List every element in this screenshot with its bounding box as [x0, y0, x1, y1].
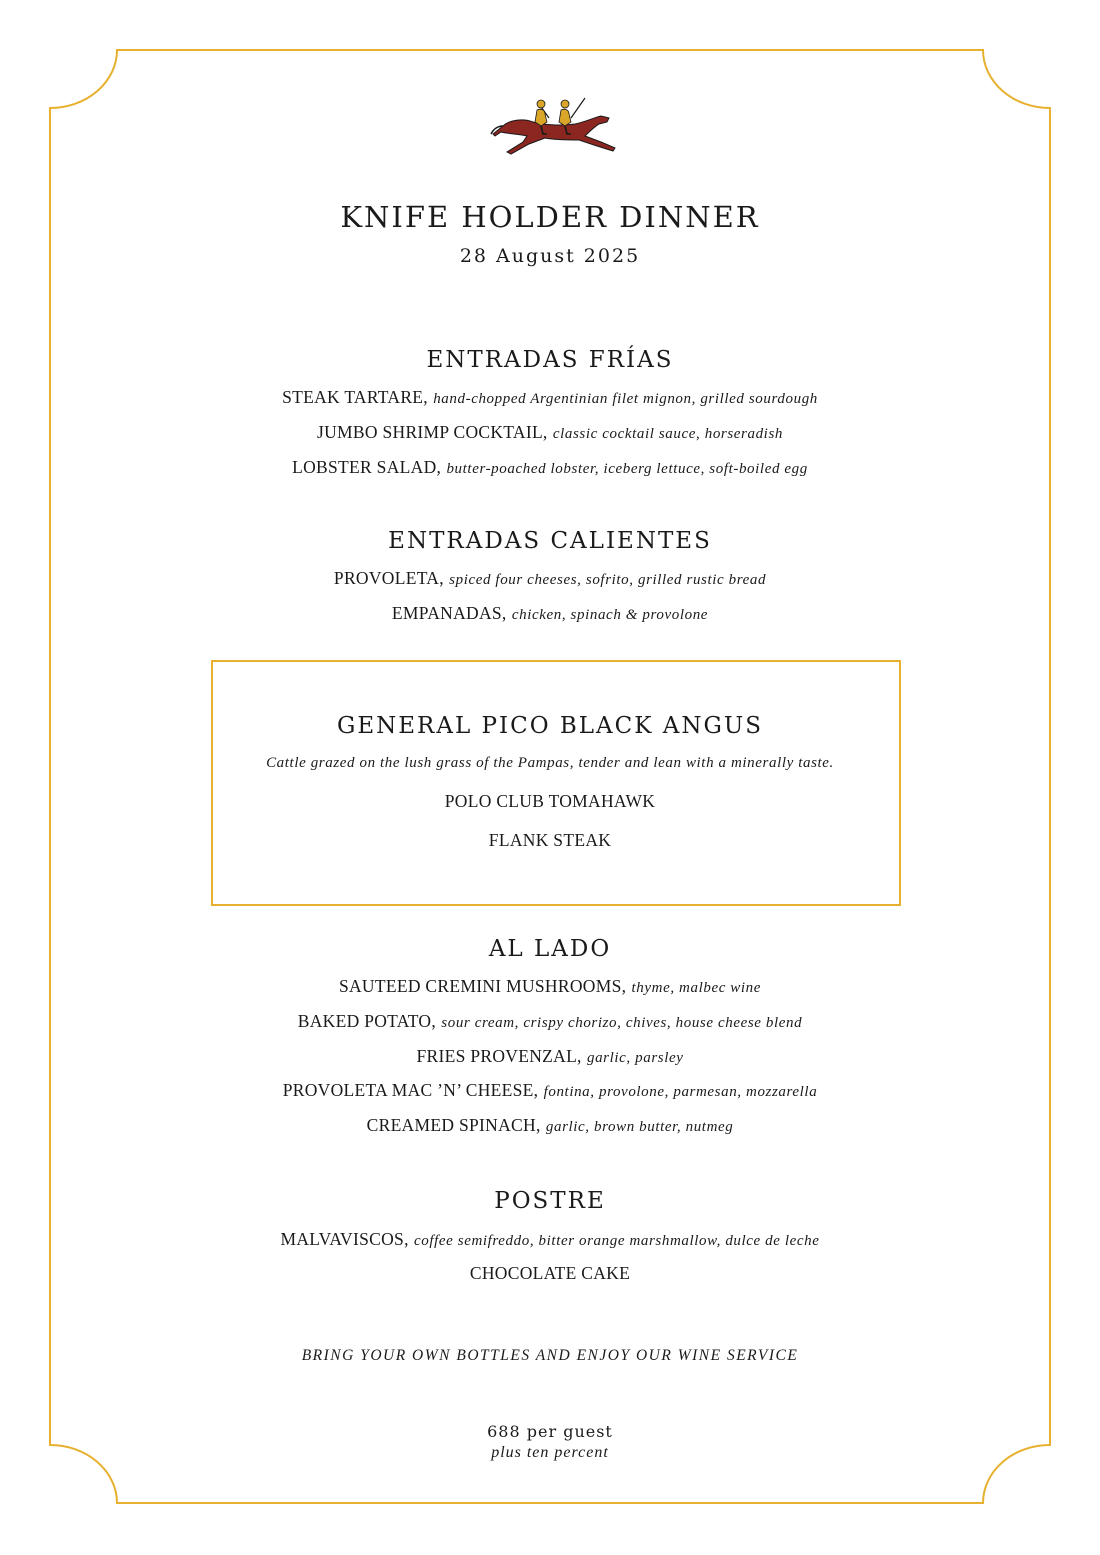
- menu-item: [0, 1114, 1100, 1138]
- section-heading-postre: POSTRE: [494, 1188, 606, 1214]
- menu-item: [0, 1079, 1100, 1103]
- menu-title: KNIFE HOLDER DINNER: [340, 200, 760, 234]
- item-name: LOBSTER SALAD,: [292, 457, 442, 477]
- section-heading-entradas-calientes: ENTRADAS CALIENTES: [388, 528, 712, 554]
- item-description: chicken, spinach & provolone: [511, 607, 709, 623]
- item-description: thyme, malbec wine: [631, 980, 762, 996]
- menu-item: [0, 1262, 1100, 1285]
- item-name: PROVOLETA,: [333, 568, 444, 588]
- item-name: SAUTEED CREMINI MUSHROOMS,: [338, 976, 627, 996]
- section-heading-black-angus: GENERAL PICO BLACK ANGUS: [336, 713, 764, 739]
- wine-service-note: BRING YOUR OWN BOTTLES AND ENJOY OUR WINE SERVICE: [301, 1347, 799, 1364]
- item-name: FLANK STEAK: [488, 830, 612, 850]
- menu-item: [0, 1228, 1100, 1252]
- item-description: coffee semifreddo, bitter orange marshmallow, dulce de leche: [414, 1233, 820, 1249]
- item-name: POLO CLUB TOMAHAWK: [444, 791, 656, 811]
- menu-item: [0, 829, 1100, 852]
- menu-item: [0, 790, 1100, 813]
- menu-item: [0, 975, 1100, 999]
- item-description: sour cream, crispy chorizo, chives, house cheese blend: [441, 1015, 803, 1031]
- item-description: spiced four cheeses, sofrito, grilled rustic bread: [449, 572, 767, 588]
- polo-horse-riders-icon: [489, 92, 621, 158]
- item-description: fontina, provolone, parmesan, mozzarella: [543, 1084, 818, 1100]
- item-name: CHOCOLATE CAKE: [469, 1263, 631, 1283]
- item-description: butter-poached lobster, iceberg lettuce, soft-boiled egg: [446, 461, 808, 477]
- item-description: garlic, brown butter, nutmeg: [545, 1119, 734, 1135]
- menu-item: [0, 386, 1100, 410]
- section-description: Cattle grazed on the lush grass of the Pampas, tender and lean with a minerally taste.: [266, 755, 834, 771]
- item-name: EMPANADAS,: [391, 603, 507, 623]
- menu-item: [0, 456, 1100, 480]
- item-name: FRIES PROVENZAL,: [416, 1046, 582, 1066]
- item-description: garlic, parsley: [586, 1050, 684, 1066]
- item-name: CREAMED SPINACH,: [366, 1115, 541, 1135]
- section-heading-entradas-frias: ENTRADAS FRÍAS: [426, 347, 674, 373]
- item-description: hand-chopped Argentinian filet mignon, grilled sourdough: [433, 391, 818, 407]
- price-note: plus ten percent: [491, 1444, 609, 1461]
- item-name: BAKED POTATO,: [297, 1011, 437, 1031]
- menu-date: 28 August 2025: [459, 245, 641, 267]
- item-name: STEAK TARTARE,: [282, 387, 428, 407]
- item-name: JUMBO SHRIMP COCKTAIL,: [316, 422, 548, 442]
- item-description: classic cocktail sauce, horseradish: [552, 426, 783, 442]
- menu-item: [0, 421, 1100, 445]
- price: 688 per guest: [487, 1422, 613, 1441]
- item-name: PROVOLETA MAC ’N’ CHEESE,: [282, 1080, 539, 1100]
- menu-item: [0, 602, 1100, 626]
- item-name: MALVAVISCOS,: [280, 1229, 409, 1249]
- section-heading-al-lado: AL LADO: [488, 936, 612, 962]
- featured-section-box: [211, 660, 901, 906]
- menu-item: [0, 567, 1100, 591]
- menu-item: [0, 1010, 1100, 1034]
- menu-item: [0, 1045, 1100, 1069]
